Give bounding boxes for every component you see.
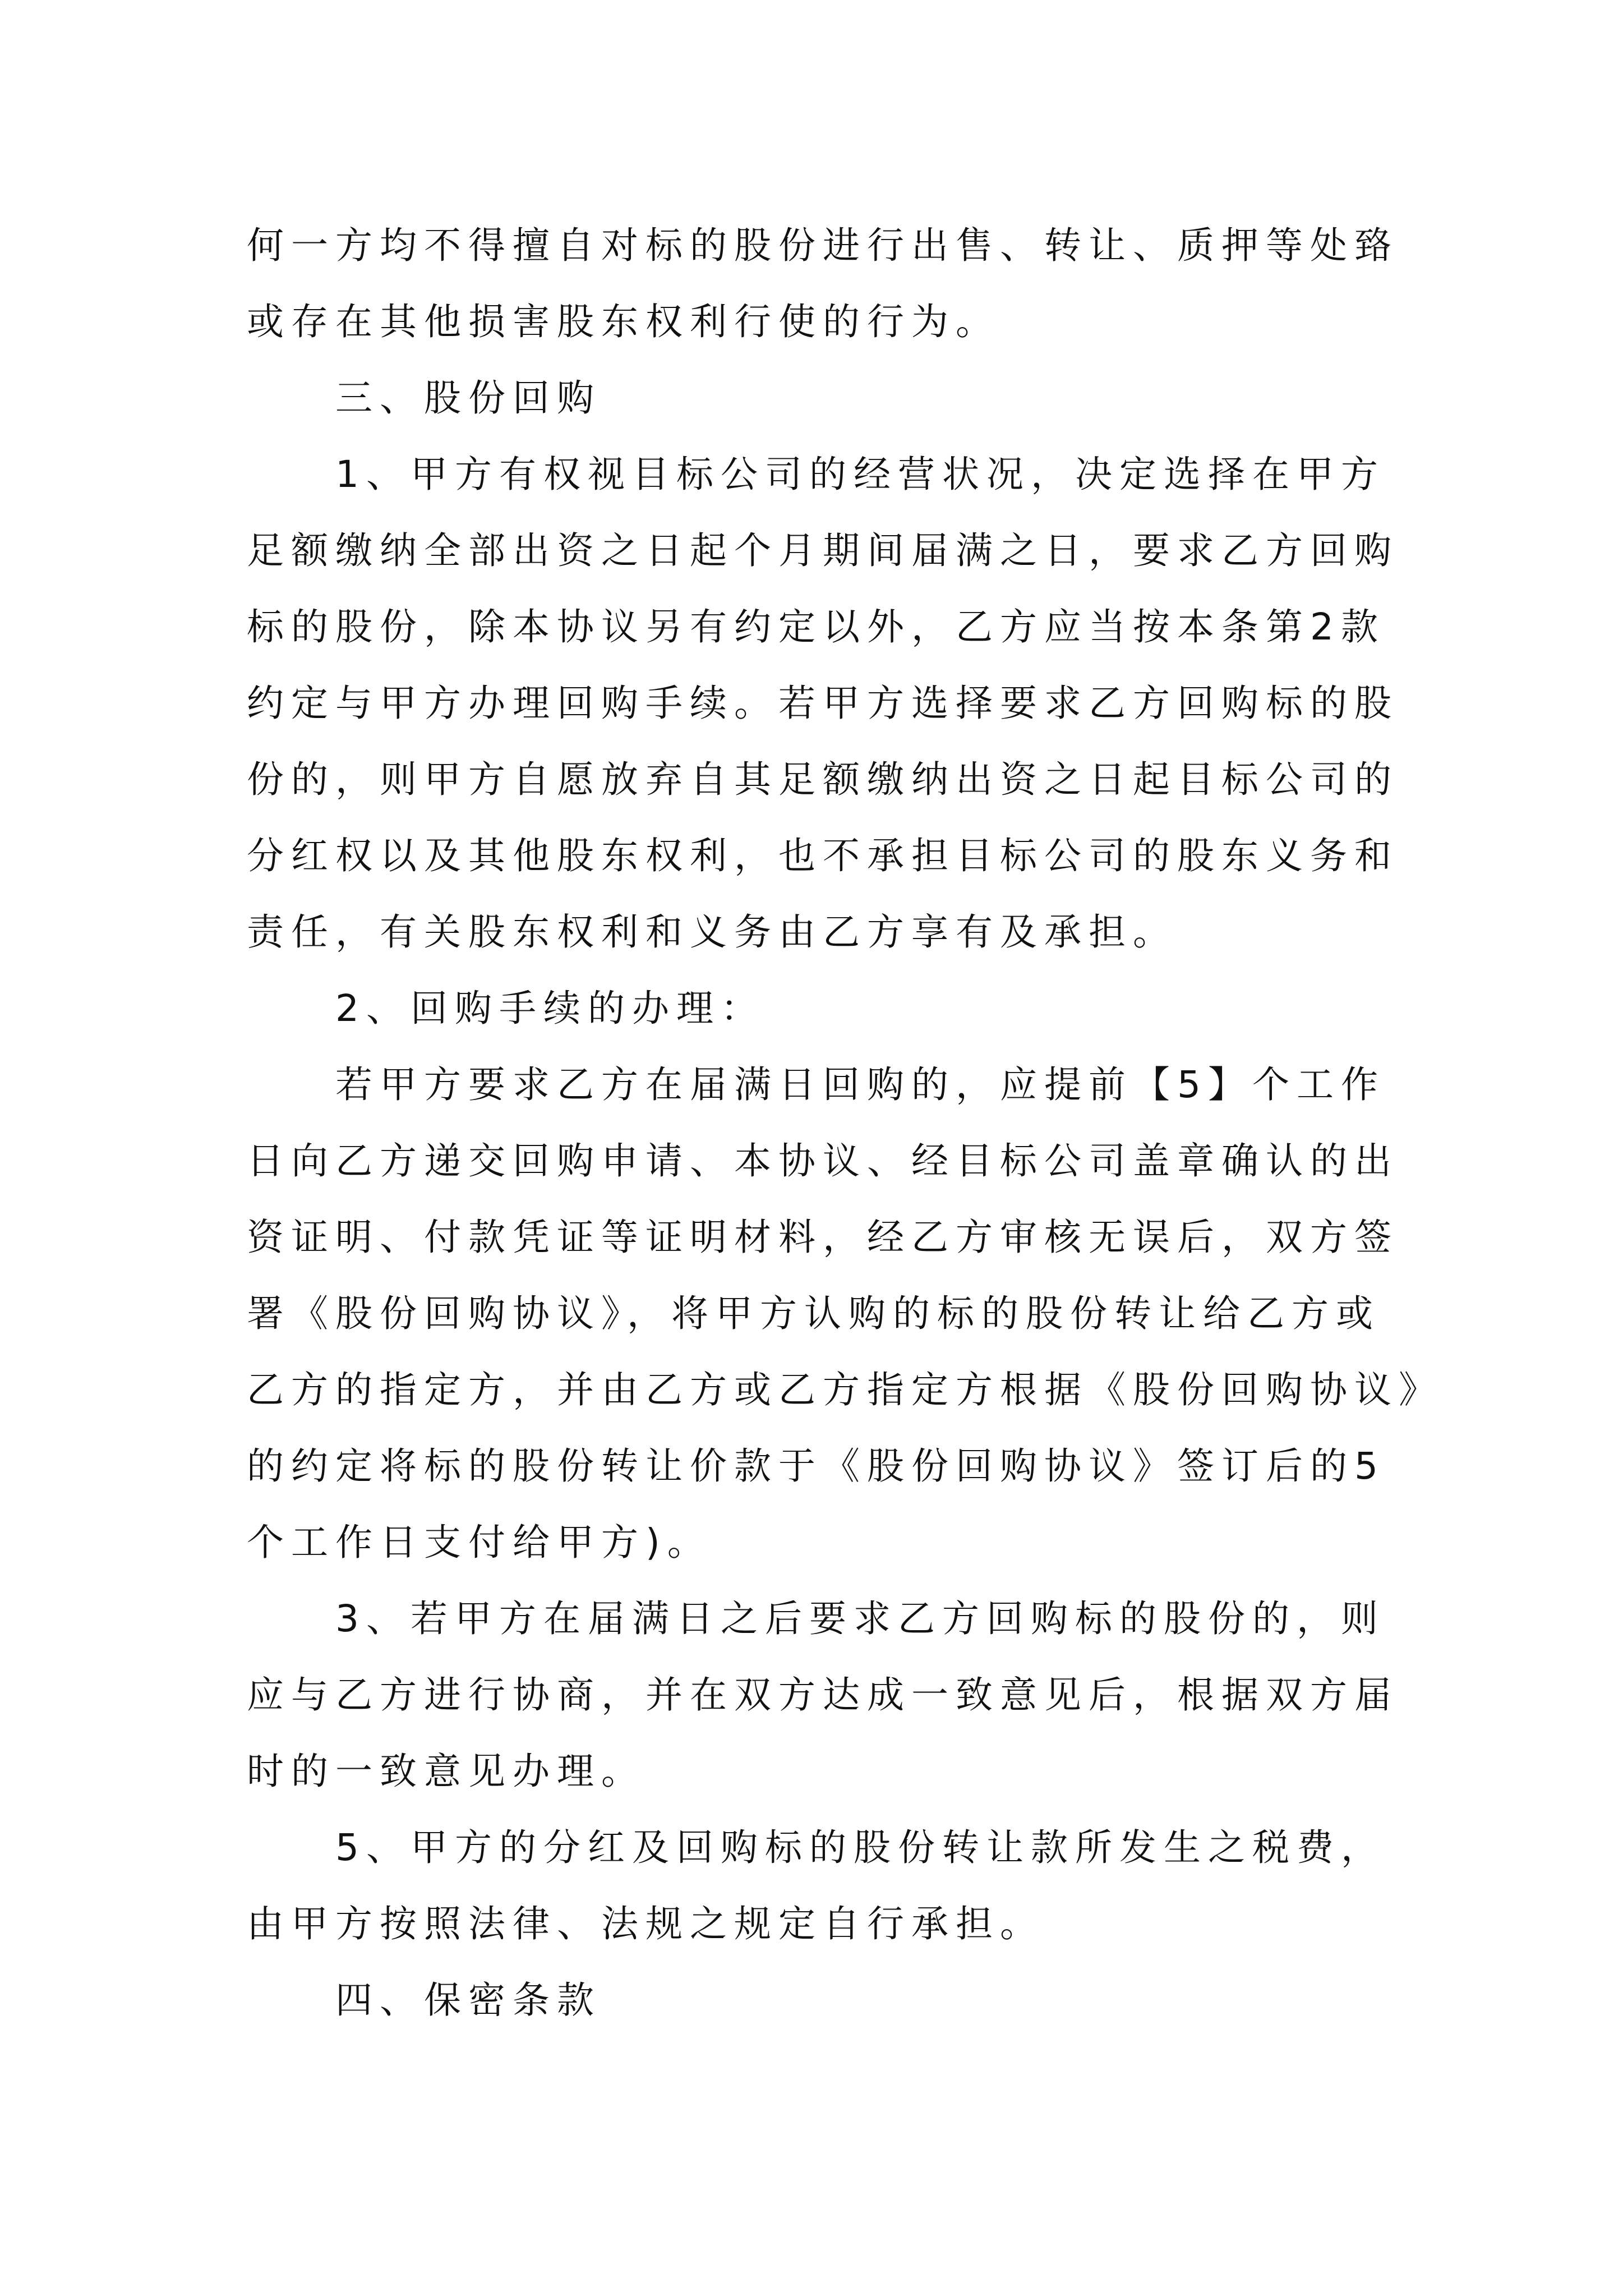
- clause-2-line-3: 资证明、付款凭证等证明材料，经乙方审核无误后，双方签: [247, 1216, 1399, 1259]
- document-body: [247, 219, 1443, 2050]
- clause-2-line-6: 的约定将标的股份转让价款于《股份回购协议》签订后的5: [247, 1444, 1385, 1488]
- clause-1-line-5: 份的，则甲方自愿放弃自其足额缴纳出资之日起目标公司的: [247, 758, 1399, 801]
- clause-1-line-1: 1、甲方有权视目标公司的经营状况，决定选择在甲方: [335, 453, 1385, 496]
- clause-1-line-2: 足额缴纳全部出资之日起个月期间届满之日，要求乙方回购: [247, 529, 1399, 572]
- clause-3-line-1: 3、若甲方在届满日之后要求乙方回购标的股份的，则: [335, 1597, 1385, 1640]
- clause-1-line-4: 约定与甲方办理回购手续。若甲方选择要求乙方回购标的股: [247, 682, 1399, 725]
- clause-2-line-5: 乙方的指定方，并由乙方或乙方指定方根据《股份回购协议》: [247, 1368, 1443, 1411]
- clause-2-line-2: 日向乙方递交回购申请、本协议、经目标公司盖章确认的出: [247, 1139, 1399, 1182]
- clause-1-line-3: 标的股份，除本协议另有约定以外，乙方应当按本条第2款: [247, 605, 1385, 648]
- section-heading-share-repurchase: 三、股份回购: [335, 376, 601, 420]
- clause-2-line-7: 个工作日支付给甲方)。: [247, 1521, 712, 1564]
- body-line-2: 或存在其他损害股东权利行使的行为。: [247, 300, 1000, 343]
- clause-2-line-4: 署《股份回购协议》，将甲方认购的标的股份转让给乙方或: [247, 1292, 1380, 1335]
- clause-5-line-1: 5、甲方的分红及回购标的股份转让款所发生之税费，: [335, 1826, 1385, 1869]
- clause-1-line-7: 责任，有关股东权利和义务由乙方享有及承担。: [247, 910, 1177, 954]
- clause-3-line-2: 应与乙方进行协商，并在双方达成一致意见后，根据双方届: [247, 1673, 1399, 1717]
- clause-2-heading: 2、回购手续的办理：: [335, 987, 765, 1030]
- clause-1-line-6: 分红权以及其他股东权利，也不承担目标公司的股东义务和: [247, 834, 1399, 877]
- clause-2-line-1: 若甲方要求乙方在届满日回购的，应提前【5】个工作: [335, 1063, 1385, 1106]
- section-heading-confidentiality: 四、保密条款: [335, 1978, 601, 2022]
- body-line-1: 何一方均不得擅自对标的股份进行出售、转让、质押等处臵: [247, 224, 1399, 267]
- clause-5-line-2: 由甲方按照法律、法规之规定自行承担。: [247, 1902, 1044, 1945]
- clause-3-line-3: 时的一致意见办理。: [247, 1750, 645, 1793]
